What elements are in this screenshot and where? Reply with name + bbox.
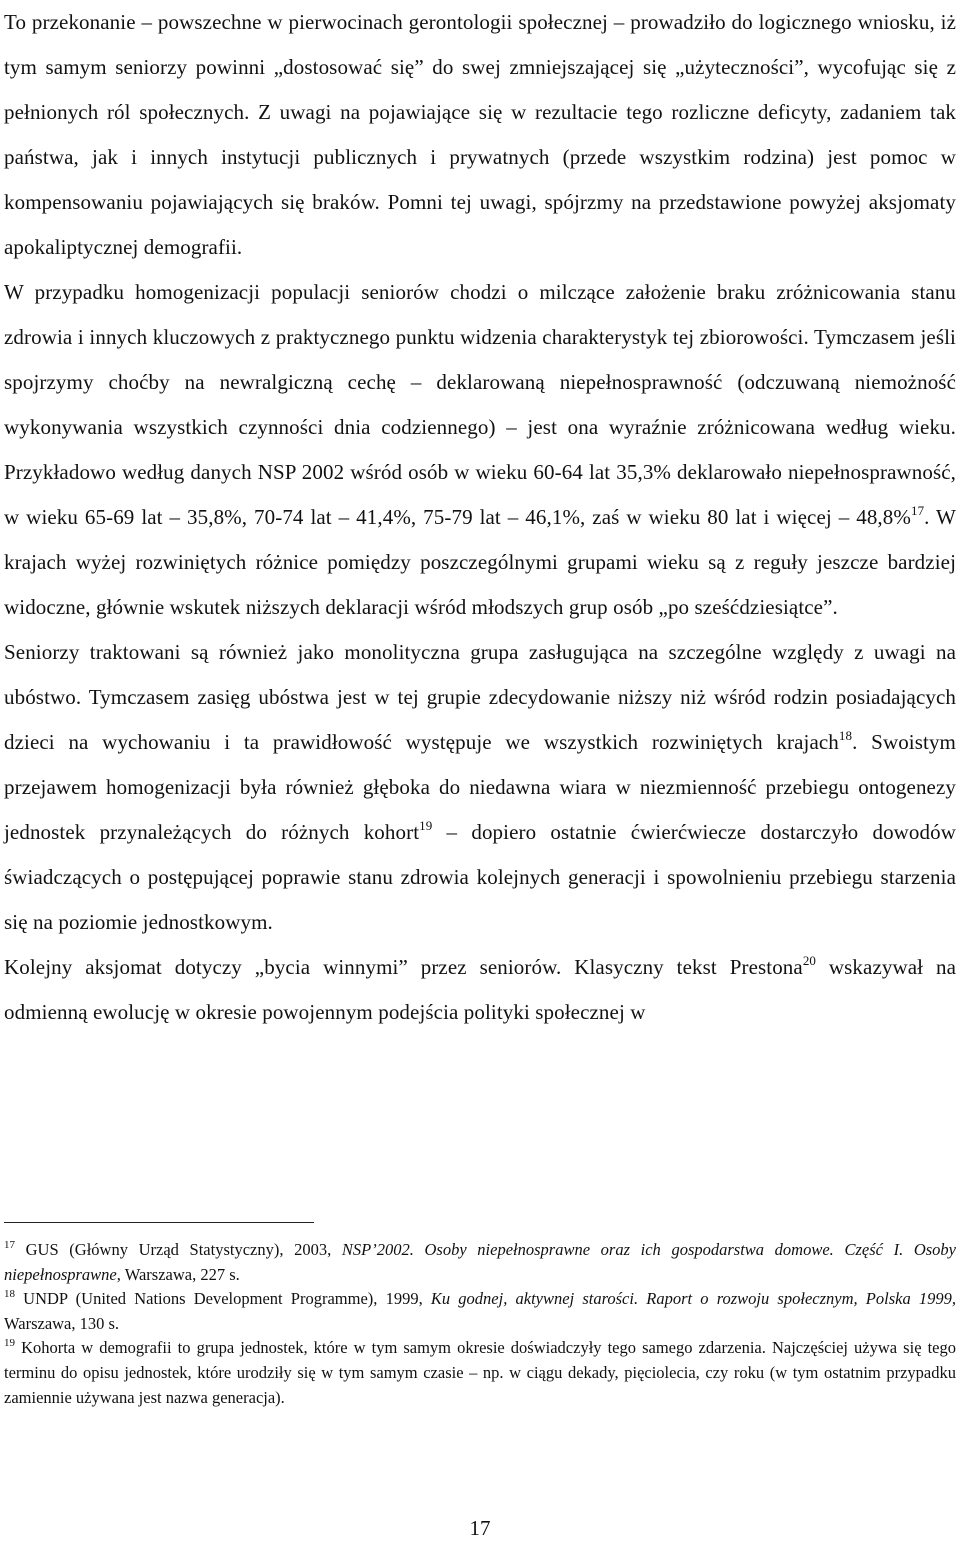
footnote-18-title: Ku godnej, aktywnej starości. Raport o rozwoju społecznym, Polska 1999 [430, 1289, 952, 1309]
footnote-17-title: NSP’2002. Osoby niepełnosprawne oraz ich gospodarstwa domowe. Część I. Osoby niepełnosprawne [4, 1240, 956, 1284]
footnote-separator [4, 1222, 314, 1223]
paragraph-2 [4, 270, 956, 630]
footnote-19-number: 19 [4, 1337, 15, 1350]
footnote-17 [4, 1238, 956, 1287]
paragraph-1 [4, 0, 956, 270]
footnote-17-number: 17 [4, 1239, 15, 1251]
paragraph-3-text-a: Seniorzy traktowani są również jako monolityczna grupa zasługująca na szczególne względy z uwagi na ubóstwo. Tymczasem zasięg ubóstwa jest w tej grupie zdecydowanie niższy niż wśród rodzin posiadających dzieci na wychowaniu i ta prawidłowość występuje we wszystkich rozwiniętych krajach [4, 640, 956, 754]
paragraph-3-text-c: – dopiero ostatnie ćwierćwiecze dostarczyło dowodów świadczących o postępującej poprawie stanu zdrowia kolejnych generacji i spowolnieniu przebiegu starzenia się na poziomie jednostkowym. [4, 820, 956, 934]
footnote-ref-20[interactable]: 20 [802, 953, 817, 968]
footnotes [4, 1238, 956, 1410]
paragraph-4-text-a: Kolejny aksjomat dotyczy „bycia winnymi” przez seniorów. Klasyczny tekst Prestona [4, 955, 803, 979]
footnote-19 [4, 1336, 956, 1410]
paragraph-1-text: To przekonanie – powszechne w pierwocinach gerontologii społecznej – prowadziło do logicznego wniosku, iż tym samym seniorzy powinni „dostosować się” do swej zmniejszającej się „użyteczności”, wycofując się z pełnionych ról społecznych. Z uwagi na pojawiające się w rezultacie tego rozliczne deficyty, zadaniem tak państwa, jak i innych instytucji publicznych i prywatnych (przede wszystkim rodzina) jest pomoc w kompensowaniu pojawiających się braków. Pomni tej uwagi, spójrzmy na przedstawione powyżej aksjomaty apokaliptycznej demografii. [4, 10, 956, 259]
footnote-17-text-a: GUS (Główny Urząd Statystyczny), 2003, [15, 1240, 342, 1259]
paragraph-4-text-b: wskazywał na odmienną ewolucję w okresie powojennym podejścia polityki społecznej w [4, 955, 956, 1024]
footnote-18-number: 18 [4, 1288, 15, 1301]
paragraph-2-text-a: W przypadku homogenizacji populacji seniorów chodzi o milczące założenie braku zróżnicowania stanu zdrowia i innych kluczowych z praktycznego punktu widzenia charakterystyk tej zbiorowości. Tymczasem jeśli spojrzymy choćby na newralgiczną cechę – deklarowaną niepełnosprawność (odczuwaną niemożność wykonywania wszystkich czynności dnia codziennego) – jest ona wyraźnie zróżnicowana według wieku. Przykładowo według danych NSP 2002 wśród osób w wieku 60-64 lat 35,3% deklarowało niepełnosprawność, w wieku 65-69 lat – 35,8%, 70-74 lat – 41,4%, 75-79 lat – 46,1%, zaś w wieku 80 lat i więcej – 48,8% [4, 280, 956, 529]
footnote-18-text-b: , Warszawa, 130 s. [4, 1289, 956, 1333]
footnote-18-text-a: UNDP (United Nations Development Programme), 1999, [15, 1289, 431, 1309]
main-text [4, 0, 956, 1035]
footnote-ref-18[interactable]: 18 [838, 728, 853, 743]
paragraph-4 [4, 945, 956, 1035]
footnote-17-text-b: , Warszawa, 227 s. [116, 1264, 240, 1284]
footnote-18 [4, 1287, 956, 1336]
paragraph-3 [4, 630, 956, 945]
page-number: 17 [469, 1516, 491, 1540]
paragraph-3-text-b: . Swoistym przejawem homogenizacji była również głęboka do niedawna wiara w niezmienność przebiegu ontogenezy jednostek przynależących do różnych kohort [4, 730, 956, 844]
footnote-ref-17[interactable]: 17 [910, 503, 925, 518]
paragraph-2-text-b: . W krajach wyżej rozwiniętych różnice pomiędzy poszczególnymi grupami wieku są z reguły jeszcze bardziej widoczne, głównie wskutek niższych deklaracji wśród młodszych grup osób „po sześćdziesiątce”. [4, 505, 956, 619]
footnote-ref-19[interactable]: 19 [419, 818, 433, 833]
footnote-19-text: Kohorta w demografii to grupa jednostek, które w tym samym okresie doświadczyły tego samego zdarzenia. Najczęściej używa się tego terminu do opisu jednostek, które urodziły się w tym samym czasie – np. w ciągu dekady, pięciolecia, czy roku (w tym ostatnim przypadku zamiennie używana jest nazwa generacja). [4, 1338, 956, 1407]
